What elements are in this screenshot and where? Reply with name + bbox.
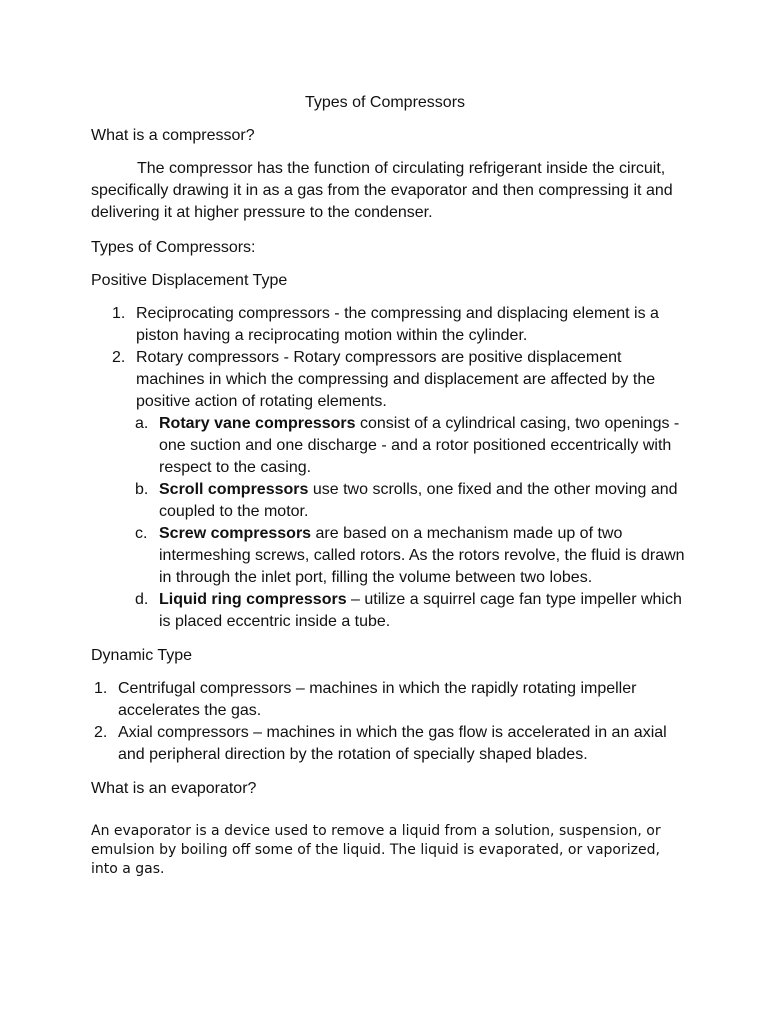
sublist-item [91, 479, 691, 523]
evaporator-definition: An evaporator is a device used to remove a liquid from a solution, suspension, or emulsion by boiling off some of the liquid. The liquid is evaporated, or vaporized, into a gas. [91, 823, 661, 877]
sublist-item-text: consist of a cylindrical casing, two openings - one suction and one discharge - and a rotor positioned eccentrically with respect to the casing. [159, 415, 680, 476]
list-item-text: Axial compressors – machines in which the gas flow is accelerated in an axial and peripheral direction by the rotation of specially shaped blades. [118, 724, 667, 763]
list-item [91, 347, 691, 633]
document-page [91, 92, 691, 879]
list-item-text: Centrifugal compressors – machines in which the rapidly rotating impeller accelerates the gas. [118, 680, 637, 719]
list-item [91, 303, 691, 347]
list-marker: 2. [112, 349, 126, 366]
list-marker: c. [135, 525, 148, 542]
positive-displacement-heading: Positive Displacement Type [91, 272, 288, 289]
positive-displacement-list [91, 303, 691, 633]
compressor-definition: The compressor has the function of circulating refrigerant inside the circuit, specifically drawing it in as a gas from the evaporator and then compressing it and delivering it at higher pressure to the condenser. [91, 160, 673, 221]
question-compressor: What is a compressor? [91, 127, 255, 144]
sublist-item-text: are based on a mechanism made up of two intermeshing screws, called rotors. As the rotors revolve, the fluid is drawn in through the inlet port, filling the volume between two lobes. [159, 525, 685, 586]
term-bold: Rotary vane compressors [159, 415, 356, 432]
sublist-item [91, 413, 691, 479]
term-bold: Liquid ring compressors [159, 591, 347, 608]
dynamic-type-heading: Dynamic Type [91, 647, 193, 664]
list-item [91, 722, 691, 766]
term-bold: Scroll compressors [159, 481, 309, 498]
types-heading: Types of Compressors: [91, 239, 256, 256]
term-bold: Screw compressors [159, 525, 312, 542]
sublist-item [91, 523, 691, 589]
list-marker: a. [135, 415, 149, 432]
list-marker: d. [135, 591, 149, 608]
list-item-text: Reciprocating compressors - the compressing and displacing element is a piston having a reciprocating motion within the cylinder. [136, 305, 659, 344]
list-marker: 2. [94, 724, 108, 741]
list-marker: b. [135, 481, 149, 498]
sublist-item [91, 589, 691, 633]
list-marker: 1. [94, 680, 108, 697]
question-evaporator: What is an evaporator? [91, 780, 257, 797]
document-title: Types of Compressors [304, 94, 466, 111]
list-marker: 1. [112, 305, 126, 322]
dynamic-type-list [91, 678, 691, 766]
sublist-item-text: use two scrolls, one fixed and the other moving and coupled to the motor. [159, 481, 678, 520]
rotary-sublist [91, 413, 691, 633]
list-item [91, 678, 691, 722]
list-item-text: Rotary compressors - Rotary compressors are positive displacement machines in which the compressing and displacement are affected by the positive action of rotating elements. [136, 349, 656, 410]
sublist-item-text: – utilize a squirrel cage fan type impeller which is placed eccentric inside a tube. [159, 591, 682, 630]
